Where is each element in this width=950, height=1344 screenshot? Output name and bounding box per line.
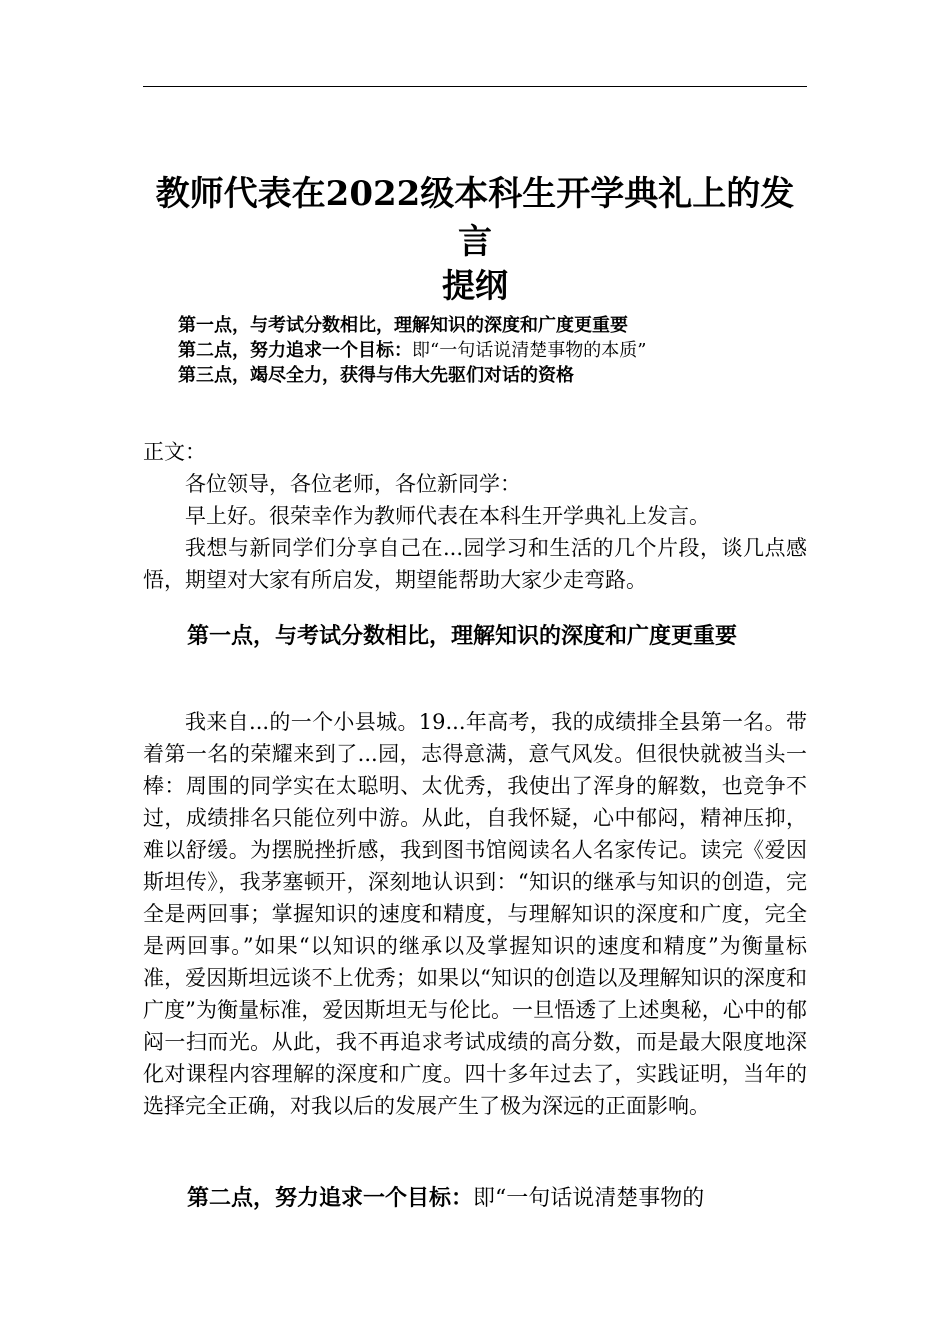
section-heading-2-normal: 即“一句话说清楚事物的	[473, 1186, 705, 1211]
outline-item	[178, 313, 807, 338]
section-1-paragraph: 我来自...的一个小县城。19...年高考，我的成绩排全县第一名。带着第一名的荣耀来到了...园，志得意满，意气风发。但很快就被当头一棒：周围的同学实在太聪明、太优秀，我使出了浑身的解数，也竞争不过，成绩排名只能位列中游。从此，自我怀疑，心中郁闷，精神压抑，难以舒缓。为摆脱挫折感，我到图书馆阅读名人名家传记。读完《爱因斯坦传》，我茅塞顿开，深刻地认识到：“知识的继承与知识的创造，完全是两回事；掌握知识的速度和精度，与理解知识的深度和广度，完全是两回事。”如果“以知识的继承以及掌握知识的速度和精度”为衡量标准，爱因斯坦远谈不上优秀；如果以“知识的创造以及理解知识的深度和广度”为衡量标准，爱因斯坦无与伦比。一旦悟透了上述奥秘，心中的郁闷一扫而光。从此，我不再追求考试成绩的高分数，而是最大限度地深化对课程内容理解的深度和广度。四十多年过去了，实践证明，当年的选择完全正确，对我以后的发展产生了极为深远的正面影响。	[143, 710, 807, 1118]
header-rule	[143, 86, 807, 87]
outline-item-bold: 第三点，竭尽全力，获得与伟大先驱们对话的资格	[178, 365, 574, 386]
intro-paragraph: 我想与新同学们分享自己在...园学习和生活的几个片段，谈几点感悟，期望对大家有所启发，期望能帮助大家少走弯路。	[143, 536, 807, 592]
greeting-paragraph: 各位领导，各位老师，各位新同学：	[185, 472, 521, 496]
outline-item-bold: 第二点，努力追求一个目标：	[178, 340, 412, 361]
outline-heading: 提纲	[442, 266, 508, 305]
outline-item	[178, 338, 807, 363]
outline-item-normal: 即“一句话说清楚事物的本质”	[412, 340, 647, 361]
outline-item-bold: 第一点，与考试分数相比，理解知识的深度和广度更重要	[178, 315, 628, 336]
section-heading-1: 第一点，与考试分数相比，理解知识的深度和广度更重要	[187, 624, 738, 649]
outline-list	[178, 313, 807, 388]
outline-item	[178, 363, 807, 388]
morning-paragraph: 早上好。很荣幸作为教师代表在本科生开学典礼上发言。	[185, 504, 710, 528]
section-heading-2-bold: 第二点，努力追求一个目标：	[187, 1186, 474, 1211]
document-title: 教师代表在2022级本科生开学典礼上的发言	[155, 174, 795, 262]
section-heading-2	[143, 1182, 807, 1216]
body-label: 正文：	[143, 440, 206, 464]
